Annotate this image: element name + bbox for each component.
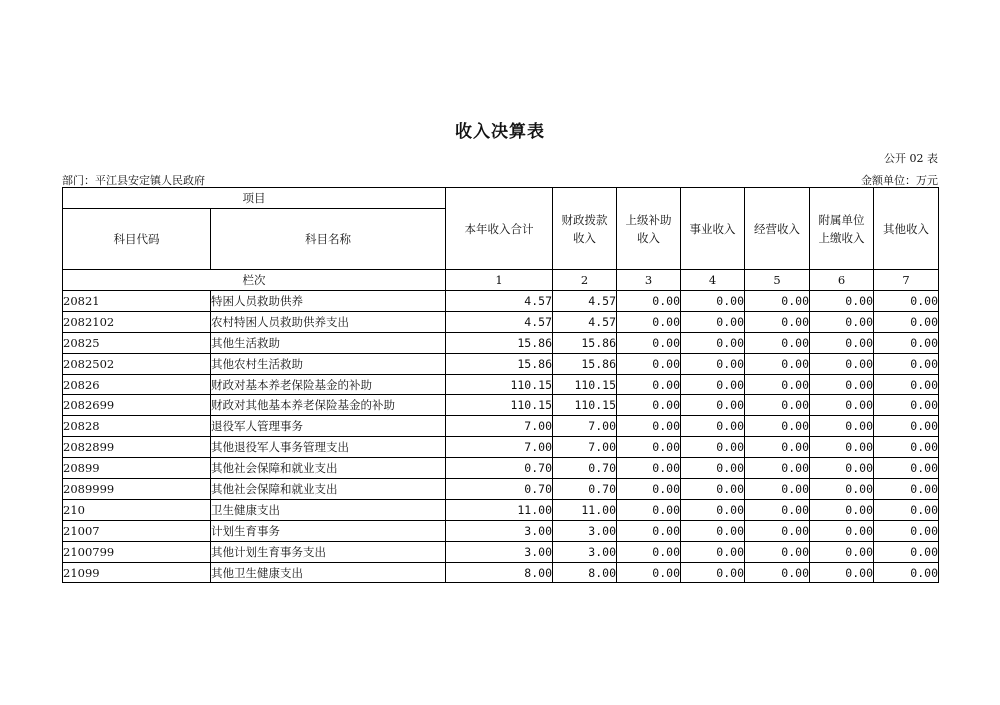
cell-amount: 0.00 — [617, 374, 681, 395]
cell-amount: 0.00 — [745, 416, 810, 437]
cell-code: 20825 — [63, 332, 211, 353]
table-row — [63, 353, 939, 374]
cell-amount: 0.00 — [745, 499, 810, 520]
cell-amount: 0.00 — [745, 437, 810, 458]
cell-amount: 110.15 — [553, 395, 617, 416]
cell-code: 21099 — [63, 562, 211, 583]
table-body — [63, 291, 939, 583]
cell-amount: 0.00 — [617, 332, 681, 353]
col-num: 6 — [810, 270, 874, 291]
table-row — [63, 520, 939, 541]
cell-amount: 0.00 — [810, 395, 874, 416]
cell-amount: 0.00 — [810, 353, 874, 374]
table-row — [63, 332, 939, 353]
cell-amount: 0.00 — [681, 562, 745, 583]
cell-amount: 0.00 — [810, 541, 874, 562]
cell-amount: 0.70 — [446, 458, 553, 479]
cell-amount: 0.00 — [745, 374, 810, 395]
cell-code: 20828 — [63, 416, 211, 437]
form-number: 公开 02 表 — [884, 152, 938, 165]
cell-amount: 0.00 — [874, 458, 939, 479]
cell-name: 计划生育事务 — [211, 520, 446, 541]
cell-amount: 0.00 — [617, 416, 681, 437]
cell-amount: 0.00 — [745, 332, 810, 353]
cell-amount: 15.86 — [446, 353, 553, 374]
table-row — [63, 479, 939, 500]
cell-code: 2100799 — [63, 541, 211, 562]
cell-amount: 0.00 — [810, 437, 874, 458]
header-item: 项目 — [63, 188, 446, 209]
cell-code: 210 — [63, 499, 211, 520]
col-num: 1 — [446, 270, 553, 291]
cell-amount: 0.00 — [810, 458, 874, 479]
cell-amount: 0.00 — [617, 499, 681, 520]
table-row — [63, 374, 939, 395]
cell-code: 2082102 — [63, 311, 211, 332]
cell-name: 特困人员救助供养 — [211, 291, 446, 312]
cell-amount: 0.00 — [810, 499, 874, 520]
cell-code: 2082502 — [63, 353, 211, 374]
cell-amount: 0.00 — [874, 311, 939, 332]
table-row — [63, 291, 939, 312]
cell-amount: 7.00 — [446, 416, 553, 437]
cell-amount: 0.00 — [681, 416, 745, 437]
cell-amount: 11.00 — [553, 499, 617, 520]
header-operating: 经营收入 — [745, 188, 810, 270]
cell-name: 财政对基本养老保险基金的补助 — [211, 374, 446, 395]
cell-amount: 0.00 — [874, 332, 939, 353]
cell-code: 2089999 — [63, 479, 211, 500]
header-fiscal: 财政拨款收入 — [553, 188, 617, 270]
table-row — [63, 395, 939, 416]
cell-name: 其他社会保障和就业支出 — [211, 479, 446, 500]
cell-amount: 0.00 — [810, 332, 874, 353]
header-affiliated: 附属单位上缴收入 — [810, 188, 874, 270]
cell-amount: 0.00 — [617, 353, 681, 374]
cell-amount: 0.70 — [446, 479, 553, 500]
cell-amount: 0.00 — [617, 437, 681, 458]
table-row — [63, 416, 939, 437]
cell-amount: 0.00 — [681, 395, 745, 416]
cell-amount: 0.00 — [617, 311, 681, 332]
cell-amount: 4.57 — [446, 291, 553, 312]
header-name: 科目名称 — [211, 209, 446, 270]
cell-amount: 0.00 — [617, 291, 681, 312]
cell-amount: 0.00 — [617, 395, 681, 416]
header-total: 本年收入合计 — [446, 188, 553, 270]
cell-amount: 0.00 — [745, 520, 810, 541]
cell-amount: 0.00 — [810, 562, 874, 583]
cell-amount: 8.00 — [446, 562, 553, 583]
table-row — [63, 458, 939, 479]
cell-code: 2082899 — [63, 437, 211, 458]
cell-name: 农村特困人员救助供养支出 — [211, 311, 446, 332]
cell-amount: 0.00 — [681, 311, 745, 332]
header-lanci: 栏次 — [63, 270, 446, 291]
cell-amount: 15.86 — [553, 353, 617, 374]
cell-amount: 7.00 — [553, 437, 617, 458]
col-num: 2 — [553, 270, 617, 291]
cell-name: 其他生活救助 — [211, 332, 446, 353]
col-num: 7 — [874, 270, 939, 291]
cell-amount: 8.00 — [553, 562, 617, 583]
cell-amount: 0.00 — [745, 291, 810, 312]
cell-amount: 0.00 — [874, 541, 939, 562]
table-row — [63, 541, 939, 562]
unit-label: 金额单位：万元 — [861, 174, 938, 187]
cell-amount: 3.00 — [553, 520, 617, 541]
cell-name: 其他退役军人事务管理支出 — [211, 437, 446, 458]
header-superior: 上级补助收入 — [617, 188, 681, 270]
cell-amount: 0.00 — [681, 332, 745, 353]
page-title: 收入决算表 — [455, 122, 545, 142]
cell-amount: 110.15 — [446, 395, 553, 416]
cell-code: 20821 — [63, 291, 211, 312]
col-num: 3 — [617, 270, 681, 291]
header-code: 科目代码 — [63, 209, 211, 270]
cell-name: 其他计划生育事务支出 — [211, 541, 446, 562]
cell-code: 2082699 — [63, 395, 211, 416]
cell-amount: 4.57 — [553, 311, 617, 332]
cell-amount: 0.00 — [810, 416, 874, 437]
cell-amount: 0.00 — [681, 437, 745, 458]
cell-amount: 110.15 — [553, 374, 617, 395]
cell-amount: 0.00 — [681, 374, 745, 395]
cell-amount: 0.00 — [745, 541, 810, 562]
cell-amount: 0.00 — [874, 291, 939, 312]
cell-amount: 11.00 — [446, 499, 553, 520]
cell-amount: 0.70 — [553, 458, 617, 479]
cell-code: 21007 — [63, 520, 211, 541]
cell-amount: 0.00 — [810, 374, 874, 395]
cell-amount: 15.86 — [446, 332, 553, 353]
cell-amount: 0.00 — [874, 562, 939, 583]
cell-amount: 0.00 — [874, 499, 939, 520]
cell-amount: 0.00 — [810, 291, 874, 312]
cell-code: 20826 — [63, 374, 211, 395]
cell-amount: 0.00 — [681, 458, 745, 479]
cell-amount: 0.00 — [874, 416, 939, 437]
cell-amount: 0.00 — [617, 541, 681, 562]
cell-amount: 0.00 — [745, 458, 810, 479]
header-business: 事业收入 — [681, 188, 745, 270]
cell-name: 其他社会保障和就业支出 — [211, 458, 446, 479]
cell-amount: 0.00 — [681, 353, 745, 374]
cell-name: 其他农村生活救助 — [211, 353, 446, 374]
cell-amount: 3.00 — [446, 520, 553, 541]
col-num: 5 — [745, 270, 810, 291]
cell-amount: 0.00 — [681, 541, 745, 562]
header-other: 其他收入 — [874, 188, 939, 270]
col-num: 4 — [681, 270, 745, 291]
cell-amount: 0.00 — [810, 311, 874, 332]
table-row — [63, 499, 939, 520]
cell-amount: 0.00 — [745, 311, 810, 332]
cell-amount: 0.00 — [874, 437, 939, 458]
cell-amount: 0.00 — [617, 479, 681, 500]
cell-code: 20899 — [63, 458, 211, 479]
cell-name: 卫生健康支出 — [211, 499, 446, 520]
cell-amount: 4.57 — [446, 311, 553, 332]
cell-name: 财政对其他基本养老保险基金的补助 — [211, 395, 446, 416]
cell-amount: 110.15 — [446, 374, 553, 395]
cell-amount: 0.00 — [617, 562, 681, 583]
department-label: 部门：平江县安定镇人民政府 — [62, 174, 205, 187]
cell-amount: 0.00 — [681, 520, 745, 541]
cell-amount: 0.00 — [745, 395, 810, 416]
cell-amount: 0.00 — [681, 479, 745, 500]
cell-amount: 0.00 — [681, 291, 745, 312]
table-row — [63, 437, 939, 458]
cell-amount: 0.00 — [810, 520, 874, 541]
cell-amount: 0.00 — [874, 374, 939, 395]
cell-amount: 0.70 — [553, 479, 617, 500]
cell-amount: 0.00 — [617, 458, 681, 479]
cell-amount: 7.00 — [446, 437, 553, 458]
cell-name: 退役军人管理事务 — [211, 416, 446, 437]
cell-amount: 0.00 — [874, 479, 939, 500]
cell-amount: 7.00 — [553, 416, 617, 437]
cell-amount: 15.86 — [553, 332, 617, 353]
table-row — [63, 562, 939, 583]
cell-amount: 3.00 — [446, 541, 553, 562]
cell-amount: 0.00 — [874, 395, 939, 416]
cell-amount: 3.00 — [553, 541, 617, 562]
cell-amount: 0.00 — [681, 499, 745, 520]
income-table — [62, 187, 939, 583]
cell-amount: 0.00 — [810, 479, 874, 500]
cell-amount: 0.00 — [874, 520, 939, 541]
cell-amount: 4.57 — [553, 291, 617, 312]
cell-amount: 0.00 — [745, 353, 810, 374]
cell-amount: 0.00 — [874, 353, 939, 374]
cell-amount: 0.00 — [617, 520, 681, 541]
table-row — [63, 311, 939, 332]
cell-amount: 0.00 — [745, 562, 810, 583]
cell-name: 其他卫生健康支出 — [211, 562, 446, 583]
cell-amount: 0.00 — [745, 479, 810, 500]
